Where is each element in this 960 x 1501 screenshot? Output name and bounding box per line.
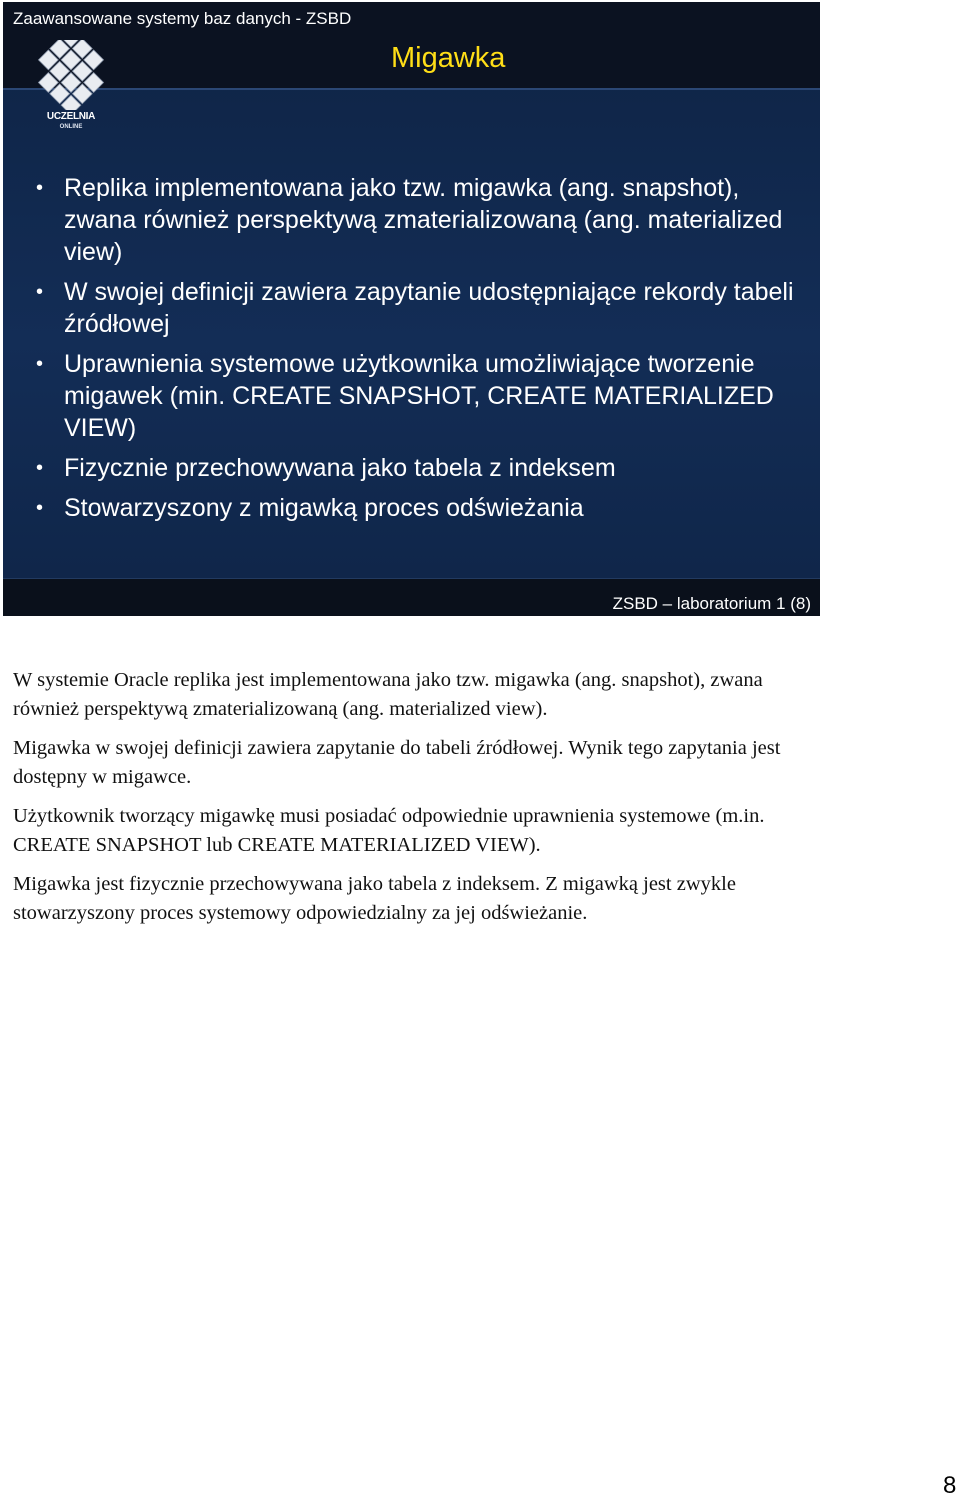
bullet-text: Replika implementowana jako tzw. migawka (ang. snapshot), zwana również perspektywą zmaterializowaną (ang. materialized view)	[64, 174, 783, 266]
slide-footer-text: ZSBD – laboratorium 1 (8)	[612, 594, 811, 613]
logo-text-uczelnia: UCZELNIA	[46, 111, 96, 122]
bullet-text: Fizycznie przechowywana jako tabela z indeksem	[64, 454, 616, 482]
notes-paragraph: Migawka w swojej definicji zawiera zapytanie do tabeli źródłowej. Wynik tego zapytania jest dostępny w migawce.	[13, 737, 781, 788]
tiles-logo-graphic	[29, 40, 113, 110]
bullet-text: Stowarzyszony z migawką proces odświeżania	[64, 494, 584, 522]
bullet-icon: •	[36, 281, 44, 303]
bullet-icon: •	[36, 497, 44, 519]
notes-paragraph: Migawka jest fizycznie przechowywana jako tabela z indeksem. Z migawką jest zwykle stowarzyszony proces systemowy odpowiedzialny za jej odświeżanie.	[13, 873, 736, 924]
notes-paragraph: Użytkownik tworzący migawkę musi posiadać odpowiednie uprawnienia systemowe (m.in. CREATE SNAPSHOT lub CREATE MATERIALIZED VIEW).	[13, 805, 765, 856]
bullet-icon: •	[36, 177, 44, 199]
bullet-item	[3, 348, 820, 444]
page-number: 8	[943, 1472, 957, 1499]
slide-bullet-list	[3, 172, 820, 532]
bullet-text: Uprawnienia systemowe użytkownika umożliwiające tworzenie migawek (min. CREATE SNAPSHOT, CREATE MATERIALIZED VIEW)	[64, 350, 774, 442]
slide-header	[3, 2, 820, 90]
bullet-icon: •	[36, 353, 44, 375]
slide-footer	[3, 578, 820, 616]
notes-paragraph: W systemie Oracle replika jest implementowana jako tzw. migawka (ang. snapshot), zwana również perspektywą zmaterializowaną (ang. materialized view).	[13, 669, 763, 720]
uczelnia-online-logo	[29, 40, 113, 136]
bullet-item	[3, 172, 820, 268]
slide-title: Migawka	[391, 42, 506, 74]
slide	[3, 2, 820, 616]
bullet-icon: •	[36, 457, 44, 479]
bullet-item	[3, 452, 820, 484]
bullet-item	[3, 276, 820, 340]
course-title: Zaawansowane systemy baz danych - ZSBD	[13, 9, 352, 28]
bullet-text: W swojej definicji zawiera zapytanie udostępniające rekordy tabeli źródłowej	[64, 278, 794, 338]
notes-section	[13, 666, 833, 938]
bullet-item	[3, 492, 820, 524]
logo-text-online: ONLINE	[59, 124, 83, 130]
